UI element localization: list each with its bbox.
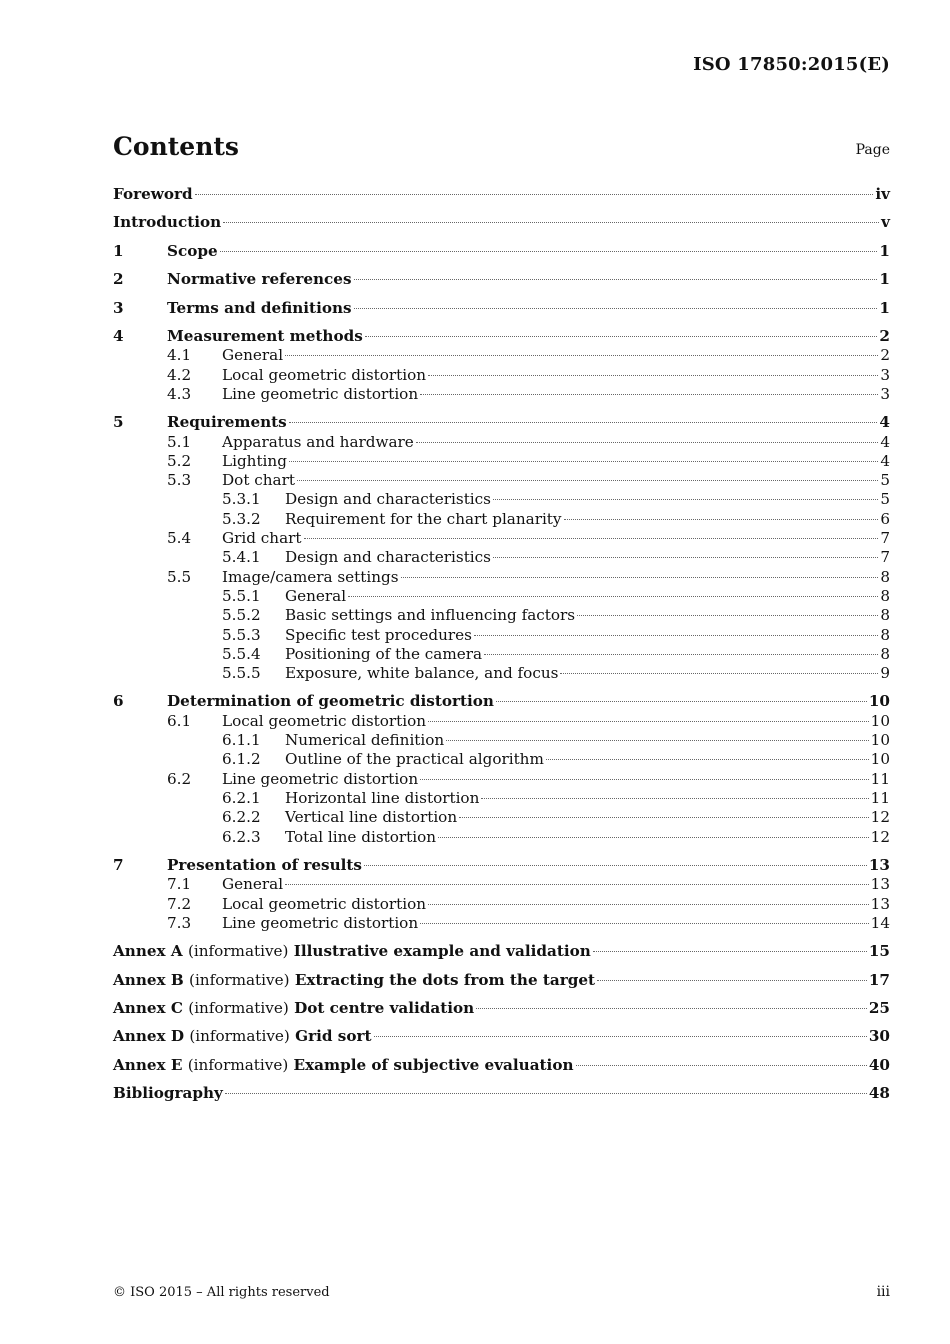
toc-entry-title: Bibliography xyxy=(113,1084,223,1103)
toc-entry-title: Design and characteristics xyxy=(285,490,491,509)
dot-leader xyxy=(546,758,869,760)
toc-entry-page: 17 xyxy=(868,970,890,989)
annex-informative-label: (informative) xyxy=(188,999,289,1018)
toc-entry-page: 2 xyxy=(880,346,890,365)
toc-entry[interactable] xyxy=(113,789,890,808)
toc-entry[interactable] xyxy=(113,692,890,711)
dot-leader xyxy=(304,537,879,539)
dot-leader xyxy=(365,335,878,337)
toc-entry-page: v xyxy=(881,213,890,232)
toc-entry[interactable] xyxy=(113,327,890,346)
toc-entry-title: Basic settings and influencing factors xyxy=(285,606,576,625)
toc-entry-page: 30 xyxy=(868,1027,890,1046)
dot-leader xyxy=(593,950,867,952)
toc-entry[interactable] xyxy=(113,568,890,587)
annex-informative-label: (informative) xyxy=(189,1027,290,1046)
toc-entry[interactable] xyxy=(113,606,890,625)
toc-entry-number: 5.3.2 xyxy=(222,509,261,528)
toc-entry-title: Local geometric distortion xyxy=(222,711,427,730)
toc-entry[interactable] xyxy=(113,587,890,606)
toc-entry[interactable] xyxy=(113,875,890,894)
toc-entry-title: Design and characteristics xyxy=(285,548,491,567)
toc-entry-title: Exposure, white balance, and focus xyxy=(285,664,559,683)
toc-entry-number: 5.5.5 xyxy=(222,664,261,683)
toc-entry-number: 6.1.2 xyxy=(222,750,261,769)
toc-entry-page: 11 xyxy=(870,769,890,788)
toc-entry-title: Image/camera settings xyxy=(222,567,399,586)
toc-entry[interactable] xyxy=(113,433,890,452)
dot-leader xyxy=(428,374,878,376)
toc-entry-page: 2 xyxy=(879,326,890,345)
dot-leader xyxy=(560,672,878,674)
dot-leader xyxy=(428,720,869,722)
dot-leader xyxy=(493,556,878,558)
annex-label: Annex D xyxy=(113,1027,185,1046)
toc-entry[interactable] xyxy=(113,213,890,232)
toc-entry-title: Horizontal line distortion xyxy=(285,788,480,807)
toc-entry-page: 9 xyxy=(880,664,890,683)
toc-entry-page: 5 xyxy=(880,471,890,490)
toc-entry-page: 8 xyxy=(880,586,890,605)
toc-entry-number: 4.3 xyxy=(167,384,192,403)
dot-leader xyxy=(576,1064,867,1066)
toc-entry[interactable] xyxy=(113,731,890,750)
annex-informative-label: (informative) xyxy=(189,970,290,989)
toc-entry-title: Specific test procedures xyxy=(285,625,472,644)
toc-entry-number: 5.3.1 xyxy=(222,490,261,509)
dot-leader xyxy=(459,816,869,818)
toc-entry-page: 10 xyxy=(870,711,890,730)
toc-entry-number: 5.4 xyxy=(167,529,192,548)
toc-entry-number: 4 xyxy=(113,326,124,345)
toc-entry-page: 25 xyxy=(868,999,890,1018)
toc-entry-page: 3 xyxy=(880,365,890,384)
toc-entry-page: 15 xyxy=(868,942,890,961)
toc-entry-page: 1 xyxy=(879,270,890,289)
toc-entry-number: 7.2 xyxy=(167,894,192,913)
toc-entry-page: 40 xyxy=(868,1055,890,1074)
toc-entry[interactable] xyxy=(113,808,890,827)
toc-entry-number: 6.2.3 xyxy=(222,827,261,846)
toc-entry-page: 13 xyxy=(870,875,890,894)
toc-entry-page: 3 xyxy=(880,384,890,403)
dot-leader xyxy=(297,479,878,481)
toc-entry[interactable] xyxy=(113,529,890,548)
toc-entry[interactable] xyxy=(113,1084,890,1103)
toc-entry-number: 5.5.2 xyxy=(222,606,261,625)
toc-entry-title xyxy=(113,971,595,990)
dot-leader xyxy=(225,1092,867,1094)
toc-entry-page: 1 xyxy=(879,298,890,317)
annex-informative-label: (informative) xyxy=(187,942,289,961)
dot-leader xyxy=(374,1035,867,1037)
toc-entry-page: 8 xyxy=(880,644,890,663)
toc-entry-page: 7 xyxy=(880,548,890,567)
toc-entry-number: 5.2 xyxy=(167,451,192,470)
dot-leader xyxy=(420,393,878,395)
toc-entry[interactable] xyxy=(113,385,890,404)
toc-entry-title: Local geometric distortion xyxy=(222,894,427,913)
toc-entry-number: 6.2.1 xyxy=(222,788,261,807)
toc-entry-number: 5.3 xyxy=(167,471,192,490)
toc-entry-number: 4.2 xyxy=(167,365,192,384)
toc-entry-title: General xyxy=(285,586,347,605)
toc-entry-title: Positioning of the camera xyxy=(285,644,483,663)
toc-entry-number: 2 xyxy=(113,270,124,289)
toc-entry-title: Line geometric distortion xyxy=(222,769,419,788)
toc-entry[interactable] xyxy=(113,413,890,432)
toc-entry-title: Introduction xyxy=(113,213,222,232)
toc-entry-number: 7 xyxy=(113,855,124,874)
dot-leader xyxy=(401,576,879,578)
dot-leader xyxy=(289,421,878,423)
toc-entry-number: 5.5.1 xyxy=(222,586,261,605)
toc-entry[interactable] xyxy=(113,185,890,204)
dot-leader xyxy=(446,739,868,741)
toc-entry-number: 7.3 xyxy=(167,913,192,932)
toc-entry-title xyxy=(113,1056,574,1075)
toc-entry[interactable] xyxy=(113,548,890,567)
toc-entry[interactable] xyxy=(113,895,890,914)
toc-entry-title xyxy=(113,1027,372,1046)
toc-entry[interactable] xyxy=(113,856,890,875)
annex-title: Extracting the dots from the target xyxy=(294,970,596,989)
toc-entry-title: Outline of the practical algorithm xyxy=(285,750,544,769)
toc-entry[interactable] xyxy=(113,1056,890,1075)
toc-entry-page: 12 xyxy=(870,827,890,846)
annex-label: Annex B xyxy=(113,970,184,989)
dot-leader xyxy=(496,700,867,702)
toc-entry-number: 5 xyxy=(113,413,124,432)
toc-entry-number: 5.1 xyxy=(167,432,192,451)
toc-entry-title: Requirements xyxy=(167,413,287,432)
toc-entry-number: 3 xyxy=(113,298,124,317)
toc-entry-title: Determination of geometric distortion xyxy=(167,692,494,711)
toc-entry-page: 5 xyxy=(880,490,890,509)
dot-leader xyxy=(428,903,869,905)
toc-entry[interactable] xyxy=(113,770,890,789)
toc-entry-page: iv xyxy=(875,185,890,203)
dot-leader xyxy=(348,595,878,597)
toc-entry[interactable] xyxy=(113,626,890,645)
annex-label: Annex C xyxy=(113,999,183,1018)
toc-entry[interactable] xyxy=(113,299,890,318)
toc-entry-page: 4 xyxy=(880,432,890,451)
page-number: iii xyxy=(876,1284,890,1300)
toc-entry-title: Requirement for the chart planarity xyxy=(285,509,562,528)
dot-leader xyxy=(476,1007,867,1009)
toc-entry-title: Total line distortion xyxy=(285,827,437,846)
toc-entry[interactable] xyxy=(113,490,890,509)
dot-leader xyxy=(493,498,878,500)
toc-entry[interactable] xyxy=(113,750,890,769)
toc-entry-number: 5.5.4 xyxy=(222,644,261,663)
toc-entry-page: 4 xyxy=(880,451,890,470)
toc-entry[interactable] xyxy=(113,942,890,961)
toc-entry[interactable] xyxy=(113,452,890,471)
document-id: ISO 17850:2015(E) xyxy=(693,54,890,75)
dot-leader xyxy=(223,221,879,223)
dot-leader xyxy=(484,653,878,655)
annex-label: Annex E xyxy=(113,1055,183,1074)
dot-leader xyxy=(285,354,878,356)
toc-entry-page: 6 xyxy=(880,509,890,528)
toc-entry-title: Local geometric distortion xyxy=(222,365,427,384)
dot-leader xyxy=(438,836,869,838)
toc-entry-page: 10 xyxy=(870,750,890,769)
toc-entry-title: Presentation of results xyxy=(167,855,362,874)
toc-entry-number: 5.4.1 xyxy=(222,548,261,567)
annex-title: Dot centre validation xyxy=(294,999,475,1018)
toc-entry-title: General xyxy=(222,346,284,365)
toc-entry-title: General xyxy=(222,875,284,894)
toc-entry-number: 6 xyxy=(113,692,124,711)
toc-entry-page: 13 xyxy=(870,894,890,913)
table-of-contents xyxy=(113,185,890,1103)
toc-entry-page: 10 xyxy=(868,692,890,711)
toc-entry[interactable] xyxy=(113,664,890,683)
dot-leader xyxy=(564,518,879,520)
toc-entry[interactable] xyxy=(113,471,890,490)
toc-entry[interactable] xyxy=(113,1027,890,1046)
toc-entry-page: 14 xyxy=(870,913,890,932)
toc-entry-number: 5.5.3 xyxy=(222,625,261,644)
toc-entry[interactable] xyxy=(113,242,890,261)
toc-entry-page: 4 xyxy=(879,413,890,432)
toc-entry-page: 8 xyxy=(880,606,890,625)
toc-entry-number: 4.1 xyxy=(167,346,192,365)
toc-entry[interactable] xyxy=(113,914,890,933)
toc-entry-title: Grid chart xyxy=(222,529,302,548)
toc-entry-number: 6.2.2 xyxy=(222,808,261,827)
dot-leader xyxy=(354,278,878,280)
toc-entry-title: Terms and definitions xyxy=(167,298,352,317)
toc-entry-page: 8 xyxy=(880,625,890,644)
dot-leader xyxy=(420,778,869,780)
dot-leader xyxy=(220,250,878,252)
toc-entry-page: 12 xyxy=(870,808,890,827)
dot-leader xyxy=(364,864,867,866)
toc-entry-title: Foreword xyxy=(113,185,193,203)
toc-entry-page: 48 xyxy=(868,1084,890,1103)
toc-entry-page: 11 xyxy=(870,788,890,807)
annex-title: Example of subjective evaluation xyxy=(293,1055,574,1074)
toc-entry[interactable] xyxy=(113,999,890,1018)
toc-entry[interactable] xyxy=(113,510,890,529)
annex-informative-label: (informative) xyxy=(187,1055,289,1074)
toc-entry-page: 13 xyxy=(868,855,890,874)
toc-entry-title xyxy=(113,942,591,961)
toc-entry-number: 6.1.1 xyxy=(222,731,261,750)
toc-entry-title: Measurement methods xyxy=(167,326,363,345)
page-column-label: Page xyxy=(855,142,890,158)
annex-title: Grid sort xyxy=(295,1027,372,1046)
dot-leader xyxy=(289,460,878,462)
toc-entry[interactable] xyxy=(113,828,890,847)
toc-entry[interactable] xyxy=(113,366,890,385)
copyright-notice: © ISO 2015 – All rights reserved xyxy=(113,1285,330,1300)
toc-entry-number: 6.1 xyxy=(167,711,192,730)
toc-entry-title: Normative references xyxy=(167,270,352,289)
toc-entry-title: Vertical line distortion xyxy=(285,808,458,827)
toc-entry-page: 1 xyxy=(879,241,890,260)
toc-entry-number: 6.2 xyxy=(167,769,192,788)
annex-title: Illustrative example and validation xyxy=(293,942,591,961)
toc-entry-title: Scope xyxy=(167,241,218,260)
dot-leader xyxy=(577,614,878,616)
contents-title: Contents xyxy=(113,132,240,161)
toc-entry[interactable] xyxy=(113,971,890,990)
toc-entry-page: 7 xyxy=(880,529,890,548)
toc-entry-page: 10 xyxy=(870,731,890,750)
dot-leader xyxy=(474,634,878,636)
dot-leader xyxy=(481,797,868,799)
toc-entry-title: Dot chart xyxy=(222,471,295,490)
toc-entry-number: 1 xyxy=(113,241,124,260)
dot-leader xyxy=(416,441,879,443)
toc-entry-title: Numerical definition xyxy=(285,731,445,750)
toc-entry-title: Lighting xyxy=(222,451,287,470)
toc-entry-title: Apparatus and hardware xyxy=(222,432,414,451)
dot-leader xyxy=(195,193,874,195)
toc-entry-page: 8 xyxy=(880,567,890,586)
dot-leader xyxy=(597,979,867,981)
toc-entry-number: 7.1 xyxy=(167,875,192,894)
dot-leader xyxy=(354,307,878,309)
toc-entry-number: 5.5 xyxy=(167,567,192,586)
toc-entry-title xyxy=(113,999,474,1018)
toc-entry[interactable] xyxy=(113,645,890,664)
toc-entry-title: Line geometric distortion xyxy=(222,384,419,403)
annex-label: Annex A xyxy=(113,942,183,961)
toc-entry-title: Line geometric distortion xyxy=(222,913,419,932)
toc-entry[interactable] xyxy=(113,712,890,731)
toc-entry[interactable] xyxy=(113,346,890,365)
toc-entry[interactable] xyxy=(113,270,890,289)
dot-leader xyxy=(285,883,869,885)
dot-leader xyxy=(420,922,869,924)
